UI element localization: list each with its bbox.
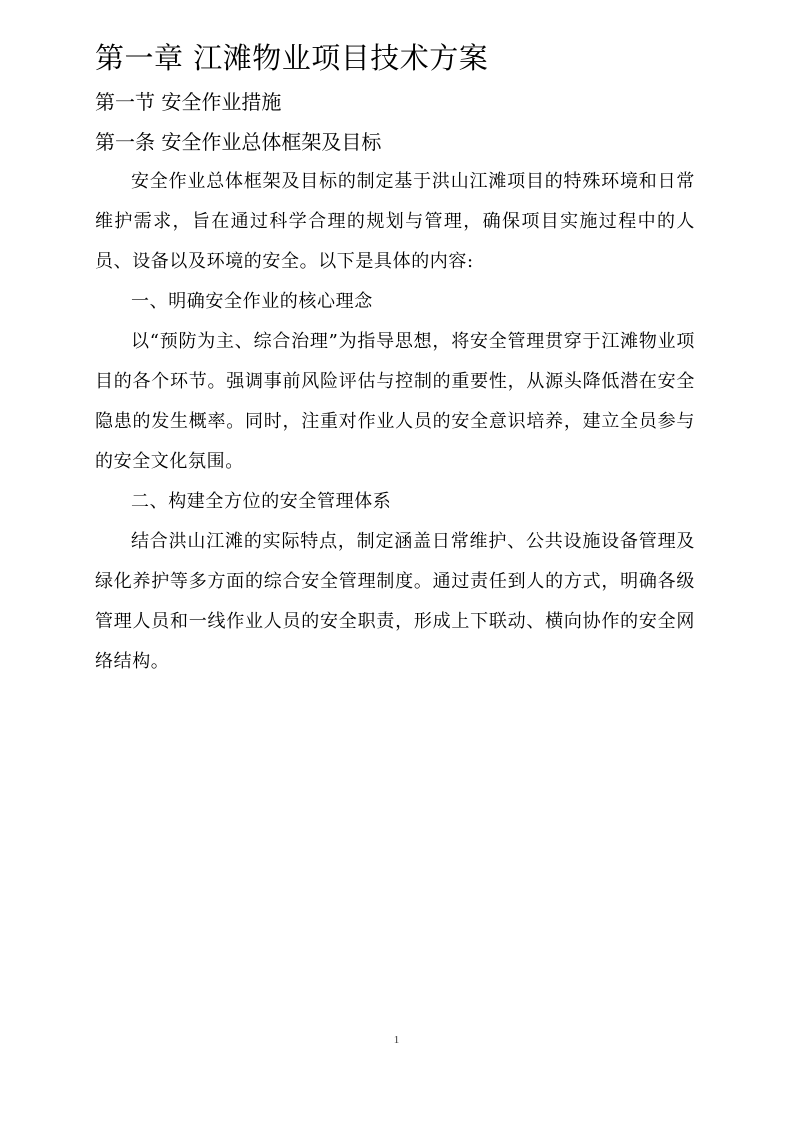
page-number: 1: [393, 1034, 400, 1046]
article-title: 第一条 安全作业总体框架及目标: [95, 130, 382, 154]
subheading-management-system: 二、构建全方位的安全管理体系: [131, 491, 392, 512]
section-title: 第一节 安全作业措施: [95, 90, 282, 114]
page-content: [95, 36, 695, 682]
management-system-paragraph: 结合洪山江滩的实际特点，制定涵盖日常维护、公共设施设备管理及绿化养护等多方面的综合安全管理制度。通过责任到人的方式，明确各级管理人员和一线作业人员的安全职责，形成上下联动、横向协作的安全网络结构。: [95, 531, 695, 672]
chapter-title: 第一章 江滩物业项目技术方案: [95, 41, 489, 75]
subheading-core-concept: 一、明确安全作业的核心理念: [131, 291, 373, 312]
intro-paragraph: 安全作业总体框架及目标的制定基于洪山江滩项目的特殊环境和日常维护需求，旨在通过科学合理的规划与管理，确保项目实施过程中的人员、设备以及环境的安全。以下是具体的内容:: [95, 171, 695, 272]
core-concept-paragraph: 以“预防为主、综合治理”为指导思想，将安全管理贯穿于江滩物业项目的各个环节。强调事前风险评估与控制的重要性，从源头降低潜在安全隐患的发生概率。同时，注重对作业人员的安全意识培养，建立全员参与的安全文化氛围。: [95, 331, 695, 472]
